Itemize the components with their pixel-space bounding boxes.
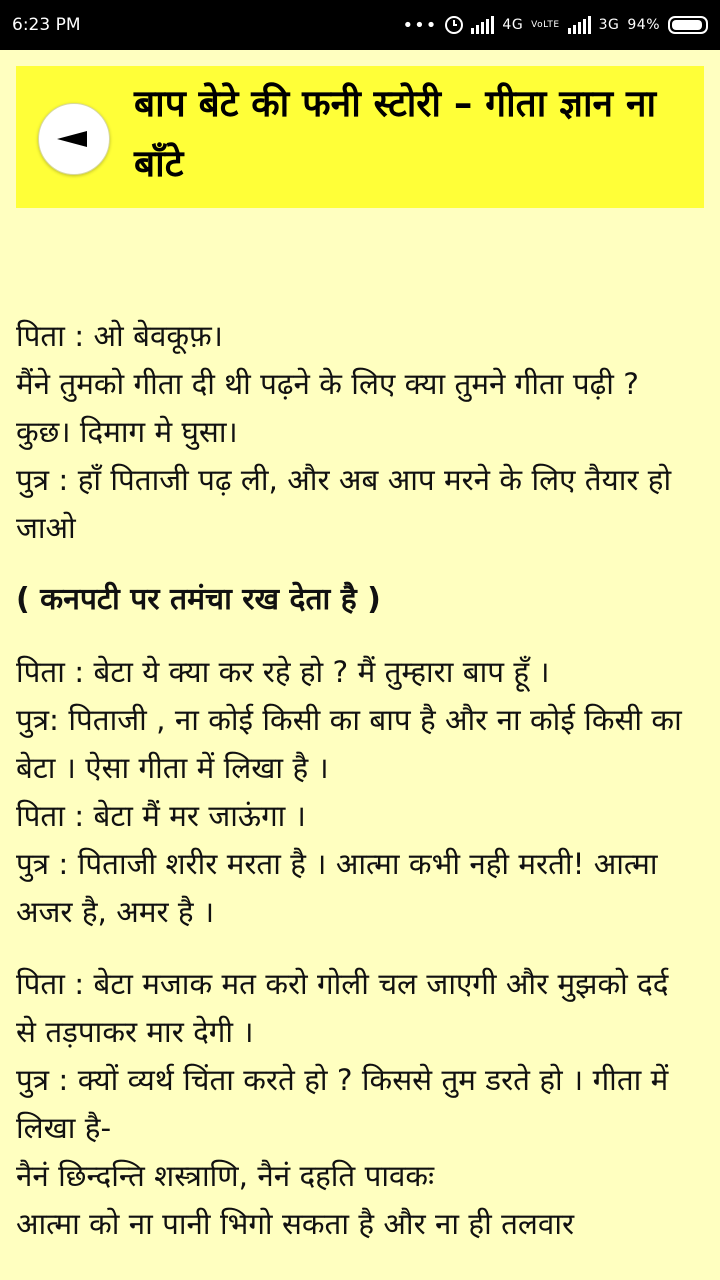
article-header — [16, 66, 704, 208]
article-title: बाप बेटे की फनी स्टोरी – गीता ज्ञान ना बाँटे — [134, 82, 657, 185]
stage-direction: ( कनपटी पर तमंचा रख देता है ) — [16, 582, 381, 617]
network-2-label: 3G — [598, 17, 620, 33]
status-time: 6:23 PM — [12, 15, 81, 35]
story-line: पुत्र: पिताजी , ना कोई किसी का बाप है और ना कोई किसी का बेटा । ऐसा गीता में लिखा है । — [16, 703, 682, 785]
story-line: पिता : बेटा ये क्या कर रहे हो ? मैं तुम्हारा बाप हूँ । — [16, 655, 550, 689]
status-icons — [403, 15, 708, 36]
signal-1-icon — [471, 16, 494, 34]
battery-icon — [668, 16, 708, 34]
article-body — [16, 312, 696, 1248]
story-line: पिता : बेटा मैं मर जाऊंगा । — [16, 799, 306, 833]
more-notifications-icon: ••• — [402, 14, 438, 36]
story-line: पिता : बेटा मजाक मत करो गोली चल जाएगी और मुझको दर्द से तड़पाकर मार देगी । — [16, 967, 669, 1049]
story-line: आत्मा को ना पानी भिगो सकता है और ना ही तलवार — [16, 1207, 575, 1241]
story-line: नैनं छिन्दन्ति शस्त्राणि, नैनं दहति पावकः — [16, 1159, 435, 1193]
back-arrow-icon — [57, 131, 87, 147]
story-line: पुत्र : हाँ पिताजी पढ़ ली, और अब आप मरने के लिए तैयार हो जाओ — [16, 463, 672, 545]
story-line: मैंने तुमको गीता दी थी पढ़ने के लिए क्या तुमने गीता पढ़ी ? कुछ। दिमाग मे घुसा। — [16, 367, 639, 449]
battery-percent: 94% — [627, 17, 660, 33]
network-1-label: 4G — [502, 17, 524, 33]
story-line: पुत्र : पिताजी शरीर मरता है । आत्मा कभी नही मरती! आत्मा अजर है, अमर है । — [16, 847, 658, 929]
alarm-icon — [445, 16, 463, 34]
back-button[interactable] — [38, 103, 110, 175]
story-line: पिता : ओ बेवकूफ़। — [16, 319, 223, 353]
status-bar — [0, 0, 720, 50]
story-line: पुत्र : क्यों व्यर्थ चिंता करते हो ? किससे तुम डरते हो । गीता में लिखा है- — [16, 1063, 669, 1145]
volte-icon: VoLTE — [531, 19, 560, 30]
signal-2-icon — [568, 16, 591, 34]
